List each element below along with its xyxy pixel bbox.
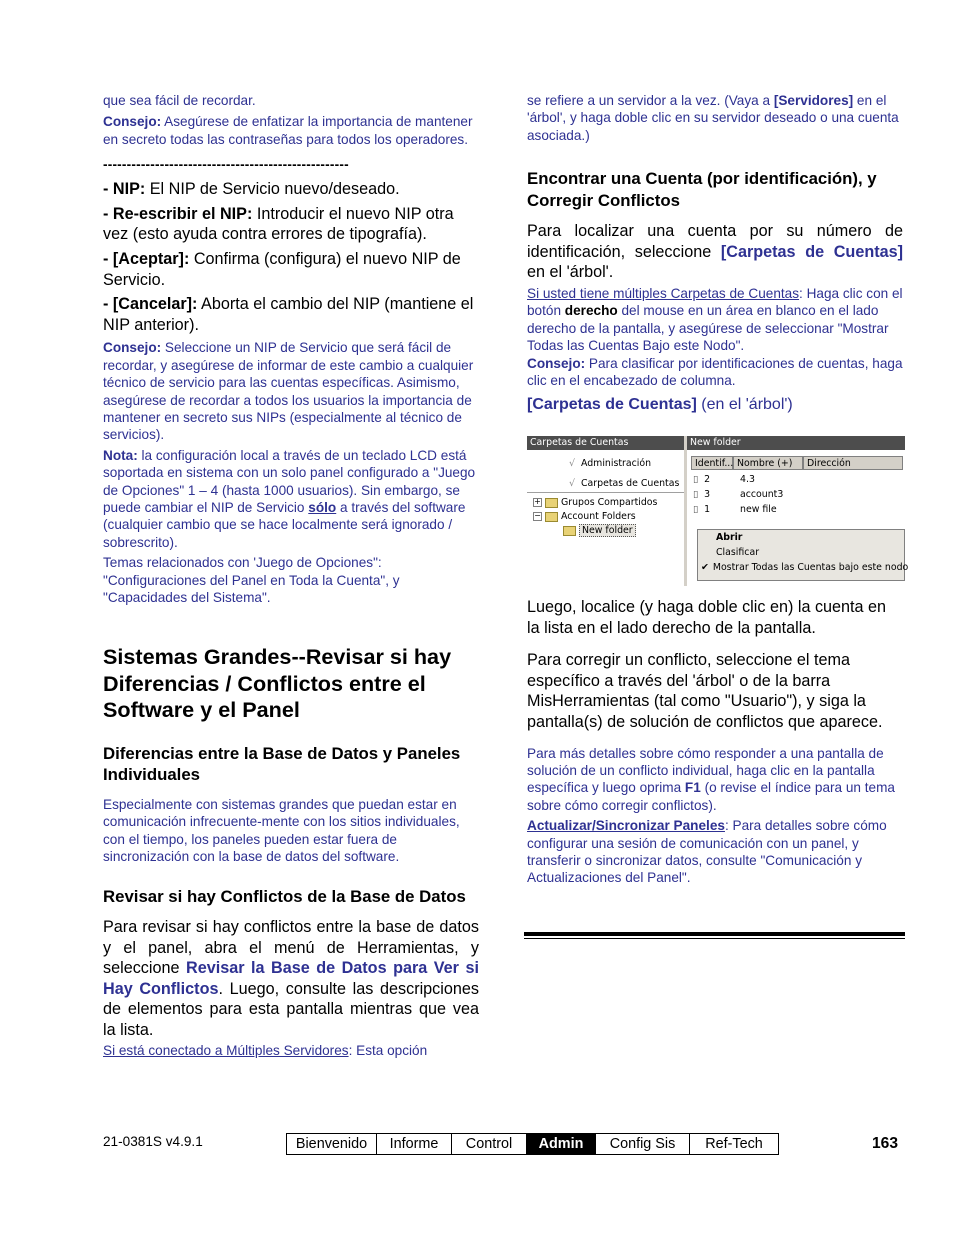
related-topics[interactable]: Temas relacionados con 'Juego de Opciones": "Configuraciones del Panel en Toda la Cuenta", y "Capacidades del Sistema".	[103, 555, 400, 606]
tree-item-new-folder[interactable]: New folder	[563, 525, 636, 536]
file-icon: ▯	[693, 489, 699, 500]
file-icon: ▯	[693, 504, 699, 515]
page-number: 163	[872, 1135, 899, 1152]
subheading-check-conflicts: Revisar si hay Conflictos de la Base de Datos	[103, 886, 466, 906]
tip-secret: Consejo: Asegúrese de enfatizar la importancia de mantener en secreto todas las contraseñas para todos los operadores.	[103, 114, 473, 147]
correct-conflict-text: Para corregir un conflicto, seleccione el tema específico a través del 'árbol' o de la barra MisHerramientas (tal como "Usuario"), y siga la pantalla(s) de solución de conflictos que aparece.	[527, 651, 883, 731]
tree-pane	[527, 436, 685, 586]
menu-item-sort[interactable]: Clasificar	[716, 547, 760, 558]
folder-icon	[563, 526, 576, 536]
locate-account-text: Para localizar una cuenta por su número de identificación, seleccione [Carpetas de Cuentas] en el 'árbol'.	[527, 222, 903, 282]
tip-service-nip: Consejo: Seleccione un NIP de Servicio que será fácil de recordar, y asegúrese de informar de este cambio a cualquier técnico de servicio para las cuentas específicas. Asimismo, asegúrese de recordar a todos los usuarios la importancia de mantener en secreto sus NIPs (especialmente al técnico de servicios).	[103, 340, 474, 443]
right-column-lower	[527, 597, 903, 887]
context-menu	[697, 529, 909, 581]
column-header-address[interactable]: Dirección	[803, 456, 903, 470]
check-conflicts-text: Para revisar si hay conflictos entre la base de datos y el panel, abra el menú de Herramientas, y seleccione Revisar la Base de Datos para Ver si Hay Conflictos. Luego, consulte las descripciones de elementos para esta pantalla mientras que vea la lista.	[103, 918, 479, 1040]
table-row[interactable]: ▯ 3	[693, 489, 711, 500]
table-row[interactable]: ▯ 2	[693, 474, 711, 485]
check-icon: √	[569, 458, 575, 469]
check-icon: √	[569, 478, 575, 489]
nav-tab-admin[interactable]: Admin	[527, 1134, 596, 1154]
account-folders-screenshot	[527, 436, 909, 586]
collapse-icon[interactable]: −	[534, 511, 541, 520]
field-reenter-nip: - Re-escribir el NIP: Introducir el nuevo NIP otra vez (esto ayuda contra errores de tipografía).	[103, 204, 454, 244]
then-locate-text: Luego, localice (y haga doble clic en) la cuenta en la lista en el lado derecho de la pantalla.	[527, 598, 887, 637]
menu-item-open[interactable]: Abrir	[716, 532, 743, 543]
check-conflicts-link[interactable]: Revisar la Base de Datos para Ver si Hay Conflictos	[103, 959, 479, 998]
multi-server-continued: se refiere a un servidor a la vez. (Vaya a [Servidores] en el 'árbol', y haga doble clic en su servidor deseado o una cuenta asociada.)	[527, 93, 899, 143]
tree-item-shared-groups[interactable]: + Grupos Compartidos	[534, 497, 658, 508]
differences-text: Especialmente con sistemas grandes que puedan estar en comunicación infrecuente-mente con los sitios individuales, con el tiempo, los paneles pueden estar fuera de sincronización con la base de datos del software.	[103, 796, 460, 865]
nav-tab-ref-tech[interactable]: Ref-Tech	[705, 1136, 763, 1152]
file-icon: ▯	[693, 474, 699, 485]
tree-item-admin[interactable]: √ Administración	[569, 458, 652, 469]
account-folders-link[interactable]: [Carpetas de Cuentas]	[720, 242, 903, 261]
expand-icon[interactable]: +	[534, 497, 541, 506]
table-cell-name: account3	[740, 489, 784, 500]
menu-item-show-all[interactable]: ✔ Mostrar Todas las Cuentas bajo este nodo	[701, 562, 909, 573]
field-accept: - [Aceptar]: Confirma (configura) el nuevo NIP de Servicio.	[103, 250, 461, 289]
note-lcd: Nota: la configuración local a través de un teclado LCD está soportada en sistema con un solo panel configurado a "Juego de Opciones" 1 – 4 (hasta 1000 usuarios). Sin embargo, se puede cambiar el NIP de Servicio sólo a través del software (cualquier cambio que se hace localmente será ignorado / sobrescrito).	[103, 447, 476, 550]
table-cell-name: new file	[740, 504, 777, 515]
field-nip: - NIP: El NIP de Servicio nuevo/deseado.	[103, 180, 400, 199]
separator-dashes: ----------------------------------------------------	[103, 157, 349, 173]
nav-tab-config[interactable]: Config Sis	[596, 1134, 690, 1154]
update-sync-note: Actualizar/Sincronizar Paneles: Para detalles sobre cómo configurar una sesión de comunicación con un panel, y transferir o sincronizar datos, consulte "Comunicación y Actualizaciones del Panel".	[527, 818, 887, 886]
nav-tab-report[interactable]: Informe	[377, 1134, 452, 1154]
more-details-text: Para más detalles sobre cómo responder a una pantalla de solución de un conflicto individual, haga clic en la pantalla específica y luego oprima F1 (o revise el índice para un tema sobre cómo corregir conflictos).	[527, 745, 895, 813]
multi-server-link[interactable]: Si está conectado a Múltiples Servidores	[103, 1042, 349, 1058]
tree-title: Carpetas de Cuentas	[527, 436, 684, 450]
column-header-id[interactable]: Identif...	[691, 456, 733, 470]
nav-tab-welcome[interactable]: Bienvenido	[287, 1134, 377, 1154]
f1-key: F1	[684, 780, 701, 796]
list-title: New folder	[687, 436, 905, 450]
continued-text: que sea fácil de recordar.	[103, 93, 256, 108]
screenshot-caption: [Carpetas de Cuentas] (en el 'árbol')	[527, 396, 793, 414]
nav-tab-control[interactable]: Control	[452, 1134, 527, 1154]
multi-server-note: Si está conectado a Múltiples Servidores: Esta opción	[103, 1042, 428, 1058]
checkmark-icon: ✔	[701, 562, 709, 573]
right-column	[527, 92, 903, 415]
multi-folders-note: Si usted tiene múltiples Carpetas de Cuentas: Haga clic con el botón derecho del mouse en un área en blanco en el lado derecho de la pantalla, y asegúrese de seleccionar "Mostrar Todas las Cuentas Bajo este Nodo".	[527, 286, 903, 354]
folder-icon	[545, 498, 558, 508]
tree-item-account-folders-node[interactable]: − Account Folders	[534, 511, 636, 522]
folder-icon	[545, 512, 558, 522]
section-heading: Sistemas Grandes--Revisar si hay Diferencias / Conflictos entre el Software y el Panel	[103, 644, 452, 723]
subheading-find-account: Encontrar una Cuenta (por identificación), y Corregir Conflictos	[527, 169, 877, 210]
servers-link[interactable]: [Servidores]	[773, 93, 854, 108]
left-column	[103, 92, 479, 1059]
update-sync-link[interactable]: Actualizar/Sincronizar Paneles	[527, 818, 725, 834]
document-id: 21-0381S v4.9.1	[103, 1134, 203, 1149]
column-header-name[interactable]: Nombre (+)	[733, 456, 803, 470]
divider	[527, 492, 684, 493]
subheading-differences: Diferencias entre la Base de Datos y Paneles Individuales	[103, 743, 461, 785]
end-rule-thin	[524, 938, 905, 939]
field-list	[103, 179, 479, 335]
end-rule	[524, 932, 905, 936]
table-row[interactable]: ▯ 1	[693, 504, 711, 515]
tree-item-account-folders[interactable]: √ Carpetas de Cuentas	[569, 478, 680, 489]
field-cancel: - [Cancelar]: Aborta el cambio del NIP (mantiene el NIP anterior).	[103, 295, 474, 334]
footer-nav	[286, 1133, 779, 1155]
tip-sort: Consejo: Para clasificar por identificaciones de cuentas, haga clic en el encabezado de columna.	[527, 355, 903, 389]
table-cell-name: 4.3	[740, 474, 755, 485]
multi-folders-link[interactable]: Si usted tiene múltiples Carpetas de Cuentas	[527, 286, 800, 301]
